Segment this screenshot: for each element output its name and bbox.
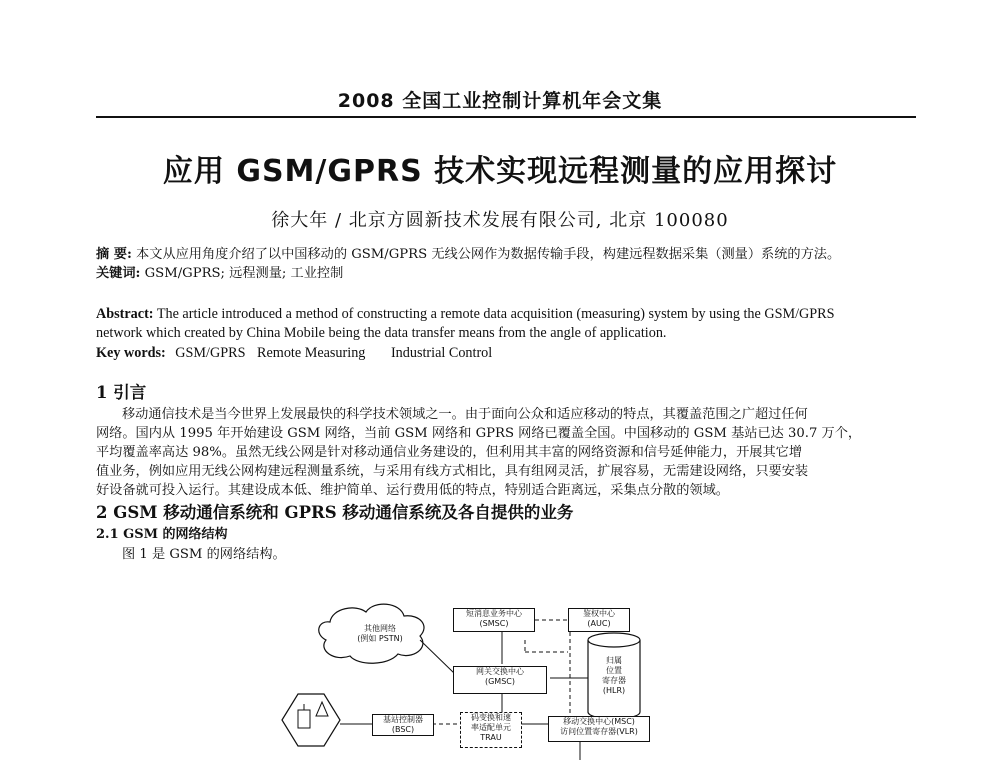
authors-line: 徐大年 / 北京方圆新技术发展有限公司, 北京 100080 (271, 210, 729, 231)
section1-line5: 好设备就可投入运行。其建设成本低、维护简单、运行费用低的特点，特别适合距离远，采集点分散的领域。 (96, 483, 729, 498)
keyword-en-2: Remote Measuring (257, 345, 366, 361)
abstract-en-line1 (96, 305, 918, 324)
abstract-en-label: Abstract: (96, 306, 154, 322)
trau-box: 码变换和速 率适配单元 TRAU (460, 712, 522, 748)
keywords-en-label: Key words: (96, 345, 166, 361)
section2-1-heading: 2.1 GSM 的网络结构 (96, 527, 228, 542)
keywords-en (96, 344, 918, 363)
msc-vlr-box: 移动交换中心(MSC) 访问位置寄存器(VLR) (548, 716, 650, 742)
hlr-label: 归属 位置 寄存器 (HLR) (602, 656, 626, 695)
abstract-en-text1: The article introduced a method of constructing a remote data acquisition (measuring) system by using the GSM/GPRS (156, 306, 835, 322)
abstract-cn-text: 本文从应用角度介绍了以中国移动的 GSM/GPRS 无线公网作为数据传输手段，构建远程数据采集（测量）系统的方法。 (136, 247, 841, 262)
other-network-label: 其他网络 (例如 PSTN) (357, 624, 403, 643)
section1-line2: 网络。国内从 1995 年开始建设 GSM 网络，当前 GSM 网络和 GPRS 网络已覆盖全国。中国移动的 GSM 基站已达 30.7 万个， (96, 426, 862, 441)
section1-line3: 平均覆盖率高达 98%。虽然无线公网是针对移动通信业务建设的，但利用其丰富的网络资源和信号延伸能力，开展其它增 (96, 445, 803, 460)
running-header: 2008 全国工业控制计算机年会文集 (337, 90, 663, 112)
gsm-network-diagram (270, 590, 690, 760)
section2-heading: 2 GSM 移动通信系统和 GPRS 移动通信系统及各自提供的业务 (96, 503, 574, 522)
header-rule (96, 116, 916, 118)
section1-line4: 值业务，例如应用无线公网构建远程测量系统，与采用有线方式相比，具有组网灵活，扩展容易，无需建设网络，只要安装 (96, 464, 809, 479)
paper-title: 应用 GSM/GPRS 技术实现远程测量的应用探讨 (162, 154, 838, 189)
section2-1-text: 图 1 是 GSM 的网络结构。 (122, 547, 286, 562)
bts-hexagon (282, 694, 340, 746)
section1-line1: 移动通信技术是当今世界上发展最快的科学技术领域之一。由于面向公众和适应移动的特点，其覆盖范围之广超过任何 (122, 407, 808, 422)
keywords-cn-text: GSM/GPRS; 远程测量; 工业控制 (144, 266, 344, 281)
smsc-box: 短消息业务中心 (SMSC) (453, 608, 535, 632)
keywords-cn (96, 264, 918, 283)
bsc-box: 基站控制器 (BSC) (372, 714, 434, 736)
section1-heading: 1 引言 (96, 383, 147, 402)
auc-box: 鉴权中心 (AUC) (568, 608, 630, 632)
abstract-en-line2: network which created by China Mobile being the data transfer means from the angle of application. (96, 325, 667, 341)
keywords-cn-label: 关键词: (96, 266, 141, 281)
keyword-en-3: Industrial Control (390, 345, 493, 361)
abstract-cn (96, 245, 918, 264)
abstract-cn-label: 摘 要: (96, 247, 132, 262)
gmsc-box: 网关交换中心 (GMSC) (453, 666, 547, 694)
keyword-en-1: GSM/GPRS (175, 345, 246, 361)
